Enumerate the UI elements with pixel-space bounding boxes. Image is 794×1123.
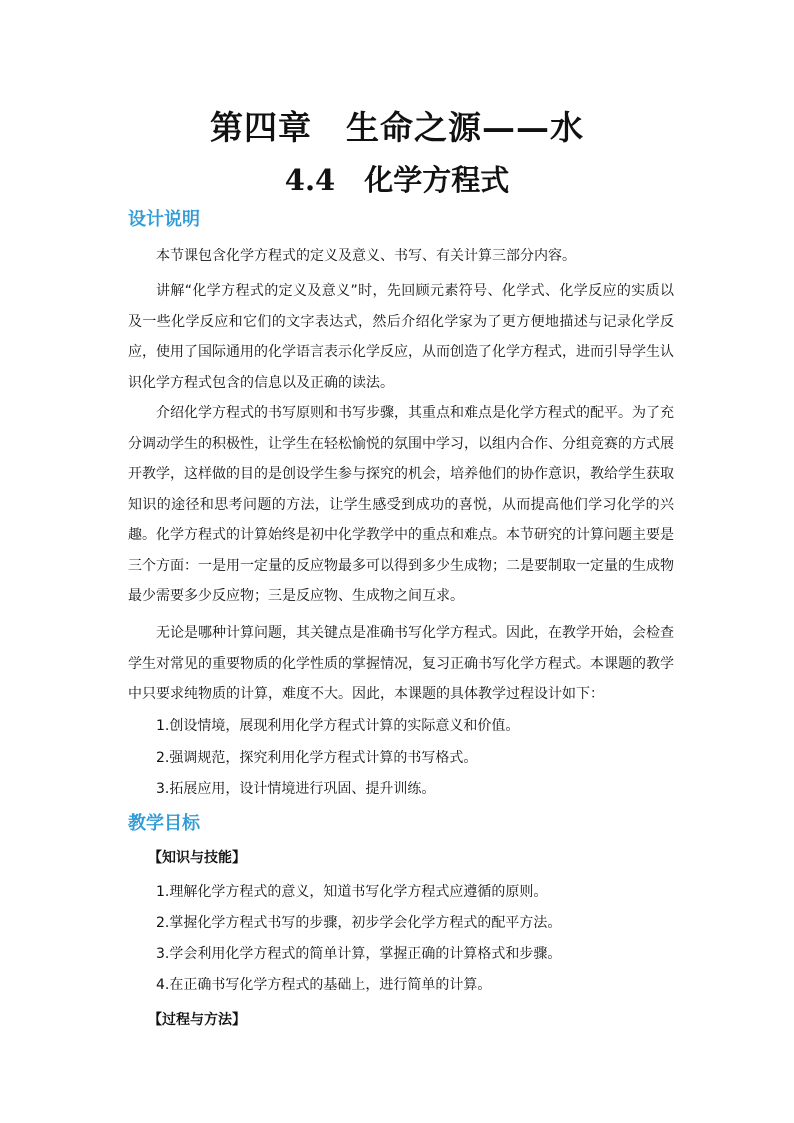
section-title: 4.4 化学方程式 [284, 163, 510, 197]
chapter-title: 第四章 生命之源——水 [210, 108, 584, 147]
knowledge-skills-heading: 【知识与技能】 [148, 850, 246, 866]
design-step: 2.强调规范，探究利用化学方程式计算的书写格式。 [156, 750, 478, 766]
objective-item: 3.学会利用化学方程式的简单计算，掌握正确的计算格式和步骤。 [156, 946, 562, 962]
design-step: 3.拓展应用，设计情境进行巩固、提升训练。 [156, 781, 436, 797]
design-heading: 设计说明 [128, 209, 200, 230]
design-paragraph: 化学方程式的计算始终是初中化学教学中的重点和难点。本节研究的计算问题主要是三个方面：一是用一定量的反应物最多可以得到多少生成物；二是要制取一定量的生成物最少需要多少反应物；三是反应物、生成物之间互求。 [128, 527, 674, 604]
design-paragraph: 本节课包含化学方程式的定义及意义、书写、有关计算三部分内容。 [156, 248, 576, 264]
design-paragraph: 讲解“化学方程式的定义及意义”时，先回顾元素符号、化学式、化学反应的实质以及一些化学反应和它们的文字表达式，然后介绍化学家为了更方便地描述与记录化学反应，使用了国际通用的化学语言表示化学反应，从而创造了化学方程式，进而引导学生认识化学方程式包含的信息以及正确的读法。 [128, 283, 674, 391]
design-paragraph: 介绍化学方程式的书写原则和书写步骤，其重点和难点是化学方程式的配平。为了充分调动学生的积极性，让学生在轻松愉悦的氛围中学习，以组内合作、分组竞赛的方式展开教学，这样做的目的是创设学生参与探究的机会，培养他们的协作意识，教给学生获取知识的途径和思考问题的方法，让学生感受到成功的喜悦，从而提高他们学习化学的兴趣。 [128, 405, 674, 543]
objective-item: 1.理解化学方程式的意义，知道书写化学方程式应遵循的原则。 [156, 884, 548, 900]
objectives-heading: 教学目标 [128, 813, 200, 834]
design-step: 1.创设情境，展现利用化学方程式计算的实际意义和价值。 [156, 718, 520, 734]
design-paragraph: 无论是哪种计算问题，其关键点是准确书写化学方程式。因此，在教学开始，会检查学生对常见的重要物质的化学性质的掌握情况，复习正确书写化学方程式。本课题的教学中只要求纯物质的计算，难度不大。因此，本课题的具体教学过程设计如下： [128, 625, 674, 702]
objective-item: 2.掌握化学方程式书写的步骤，初步学会化学方程式的配平方法。 [156, 915, 562, 931]
process-methods-heading: 【过程与方法】 [148, 1012, 246, 1028]
objective-item: 4.在正确书写化学方程式的基础上，进行简单的计算。 [156, 977, 492, 993]
